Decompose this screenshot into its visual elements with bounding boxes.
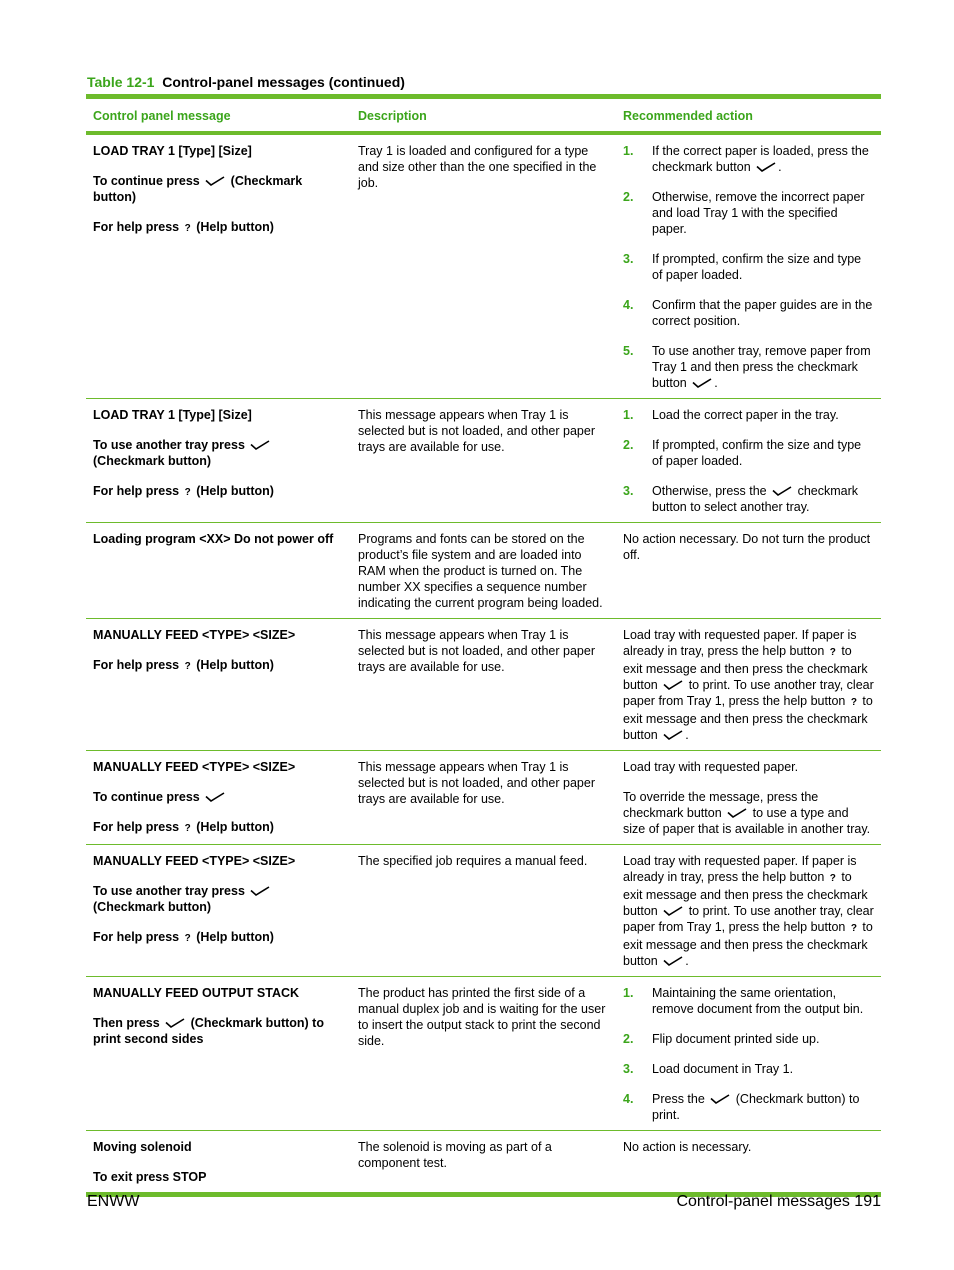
table-row — [86, 399, 881, 523]
message-text: MANUALLY FEED <TYPE> <SIZE> — [93, 760, 296, 774]
description-text: The product has printed the first side of a manual duplex job and is waiting for the user to insert the output stack to print the second side. — [358, 986, 606, 1048]
action-step — [623, 1061, 874, 1077]
step-number: 4. — [623, 1092, 634, 1106]
column-header-action: Recommended action — [616, 97, 881, 134]
table-row — [86, 977, 881, 1131]
table-row — [86, 751, 881, 845]
description-text: This message appears when Tray 1 is selected but is not loaded, and other paper trays are available for use. — [358, 408, 595, 454]
checkmark-icon — [727, 808, 747, 818]
checkmark-icon — [663, 906, 683, 916]
message-cell — [86, 133, 351, 399]
description-cell — [351, 619, 616, 751]
message-text: MANUALLY FEED <TYPE> <SIZE> — [93, 628, 296, 642]
description-cell — [351, 133, 616, 399]
step-text: Load the correct paper in the tray. — [652, 408, 839, 422]
step-text: Otherwise, remove the incorrect paper and load Tray 1 with the specified paper. — [652, 190, 865, 236]
action-step — [623, 189, 874, 237]
message-cell — [86, 619, 351, 751]
description-cell — [351, 1131, 616, 1195]
checkmark-icon — [250, 440, 270, 450]
footer-left: ENWW — [87, 1193, 140, 1210]
help-icon: ? — [829, 647, 836, 658]
step-number: 3. — [623, 484, 634, 498]
help-icon: ? — [184, 223, 191, 234]
action-cell — [616, 399, 881, 523]
step-text: Confirm that the paper guides are in the correct position. — [652, 298, 873, 328]
checkmark-icon — [165, 1018, 185, 1028]
help-icon: ? — [184, 933, 191, 944]
description-cell — [351, 751, 616, 845]
step-text: To use another tray, remove paper from Tray 1 and then press the checkmark button . — [652, 344, 871, 390]
action-cell — [616, 751, 881, 845]
help-icon: ? — [829, 873, 836, 884]
message-text: Then press (Checkmark button) to print second sides — [93, 1016, 324, 1046]
message-cell — [86, 977, 351, 1131]
checkmark-icon — [250, 886, 270, 896]
message-cell — [86, 845, 351, 977]
step-number: 2. — [623, 438, 634, 452]
table-row — [86, 619, 881, 751]
table-header-row — [86, 97, 881, 134]
step-text: Otherwise, press the checkmark button to select another tray. — [652, 484, 859, 514]
table-title: Control-panel messages (continued) — [162, 74, 405, 90]
message-cell — [86, 751, 351, 845]
checkmark-icon — [710, 1094, 730, 1104]
action-step — [623, 251, 874, 283]
action-cell — [616, 619, 881, 751]
description-text: Programs and fonts can be stored on the product’s file system and are loaded into RAM when the product is turned on. The number XX specifies a sequence number indicating the current program being loaded. — [358, 532, 603, 610]
step-text: Maintaining the same orientation, remove document from the output bin. — [652, 986, 864, 1016]
action-cell — [616, 845, 881, 977]
message-text: LOAD TRAY 1 [Type] [Size] — [93, 144, 252, 158]
help-icon: ? — [850, 923, 857, 934]
message-text: For help press ? (Help button) — [93, 220, 274, 234]
step-number: 4. — [623, 298, 634, 312]
checkmark-icon — [692, 378, 712, 388]
table-row — [86, 523, 881, 619]
step-number: 1. — [623, 408, 634, 422]
table-row — [86, 1131, 881, 1195]
action-step — [623, 143, 874, 175]
message-cell — [86, 523, 351, 619]
checkmark-icon — [772, 486, 792, 496]
checkmark-icon — [663, 730, 683, 740]
action-cell — [616, 1131, 881, 1195]
step-text: If prompted, confirm the size and type of paper loaded. — [652, 438, 862, 468]
step-number: 1. — [623, 144, 634, 158]
message-text: To continue press — [93, 789, 344, 805]
description-cell — [351, 523, 616, 619]
action-steps-list — [623, 143, 874, 391]
step-number: 3. — [623, 1062, 634, 1076]
description-text: Tray 1 is loaded and configured for a type and size other than the one specified in the job. — [358, 144, 597, 190]
checkmark-icon — [205, 792, 225, 802]
help-icon: ? — [184, 487, 191, 498]
help-icon: ? — [850, 697, 857, 708]
message-cell — [86, 399, 351, 523]
step-text: Load document in Tray 1. — [652, 1062, 794, 1076]
step-text: Flip document printed side up. — [652, 1032, 820, 1046]
column-header-description: Description — [351, 97, 616, 134]
description-text: The solenoid is moving as part of a component test. — [358, 1140, 552, 1170]
action-cell — [616, 133, 881, 399]
checkmark-icon — [205, 176, 225, 186]
action-step — [623, 407, 874, 423]
footer-page-info: Control-panel messages 191 — [676, 1193, 881, 1210]
column-header-message: Control panel message — [86, 97, 351, 134]
action-cell — [616, 523, 881, 619]
description-cell — [351, 977, 616, 1131]
action-step — [623, 343, 874, 391]
action-step — [623, 1091, 874, 1123]
message-text: To use another tray press (Checkmark button) — [93, 437, 344, 469]
message-text: To continue press (Checkmark button) — [93, 174, 303, 204]
action-text: Load tray with requested paper. If paper is already in tray, press the help button ? to exit message and then press the checkmark button to print. To use another tray, clear paper from Tray 1, press the help button ? to exit message and then press the checkmark button . — [623, 854, 874, 968]
step-text: Press the (Checkmark button) to print. — [652, 1092, 860, 1122]
checkmark-icon — [756, 162, 776, 172]
description-text: The specified job requires a manual feed. — [358, 854, 588, 868]
action-text: No action necessary. Do not turn the product off. — [623, 532, 871, 562]
step-number: 2. — [623, 1032, 634, 1046]
action-text: To override the message, press the checkmark button to use a type and size of paper that is available in another tray. — [623, 790, 871, 836]
message-text: Moving solenoid — [93, 1140, 192, 1154]
step-number: 3. — [623, 252, 634, 266]
description-text: This message appears when Tray 1 is selected but is not loaded, and other paper trays are available for use. — [358, 760, 595, 806]
step-number: 2. — [623, 190, 634, 204]
message-text: LOAD TRAY 1 [Type] [Size] — [93, 408, 252, 422]
checkmark-icon — [663, 956, 683, 966]
help-icon: ? — [184, 823, 191, 834]
action-step — [623, 297, 874, 329]
message-text: To use another tray press (Checkmark button) — [93, 883, 344, 915]
message-text: For help press ? (Help button) — [93, 658, 274, 672]
action-steps-list — [623, 985, 874, 1123]
message-cell — [86, 1131, 351, 1195]
action-step — [623, 483, 874, 515]
table-row — [86, 845, 881, 977]
step-number: 1. — [623, 986, 634, 1000]
description-cell — [351, 399, 616, 523]
message-text: To exit press STOP — [93, 1170, 207, 1184]
message-text: MANUALLY FEED OUTPUT STACK — [93, 986, 300, 1000]
table-caption — [87, 74, 405, 90]
action-text: Load tray with requested paper. — [623, 760, 799, 774]
step-text: If the correct paper is loaded, press the checkmark button . — [652, 144, 869, 174]
message-text: For help press ? (Help button) — [93, 484, 274, 498]
help-icon: ? — [184, 661, 191, 672]
message-text: For help press ? (Help button) — [93, 930, 274, 944]
action-text: Load tray with requested paper. If paper is already in tray, press the help button ? to exit message and then press the checkmark button to print. To use another tray, clear paper from Tray 1, press the help button ? to exit message and then press the checkmark button . — [623, 628, 874, 742]
table-row — [86, 133, 881, 399]
control-panel-messages-table — [86, 94, 881, 1197]
action-step — [623, 1031, 874, 1047]
checkmark-icon — [663, 680, 683, 690]
description-text: This message appears when Tray 1 is selected but is not loaded, and other paper trays are available for use. — [358, 628, 595, 674]
description-cell — [351, 845, 616, 977]
message-text: Loading program <XX> Do not power off — [93, 532, 334, 546]
action-text: No action is necessary. — [623, 1140, 752, 1154]
action-step — [623, 437, 874, 469]
step-number: 5. — [623, 344, 634, 358]
message-text: MANUALLY FEED <TYPE> <SIZE> — [93, 854, 296, 868]
step-text: If prompted, confirm the size and type of paper loaded. — [652, 252, 862, 282]
action-step — [623, 985, 874, 1017]
action-steps-list — [623, 407, 874, 515]
table-number: Table 12-1 — [87, 74, 155, 90]
action-cell — [616, 977, 881, 1131]
message-text: For help press ? (Help button) — [93, 820, 274, 834]
